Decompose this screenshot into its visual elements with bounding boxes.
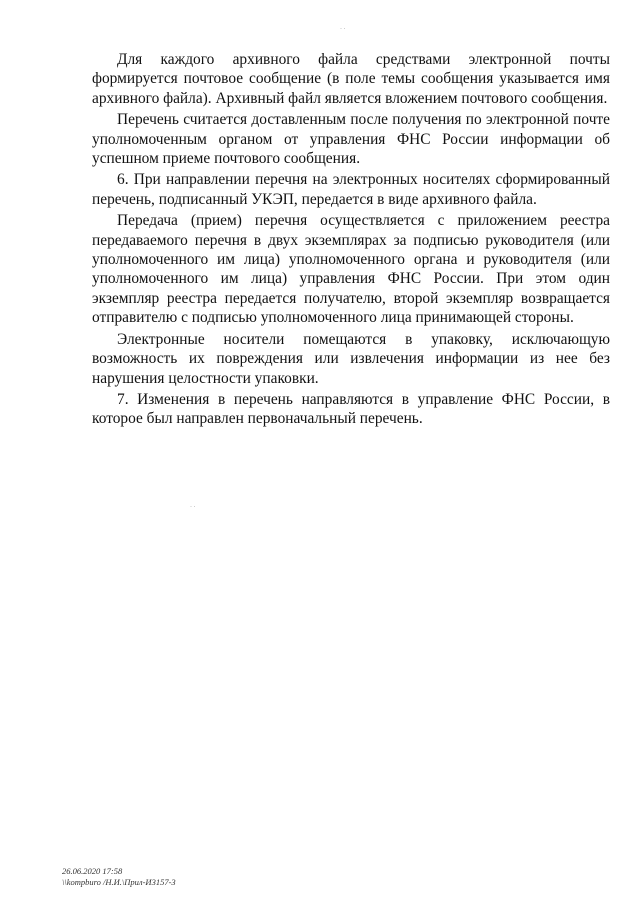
paragraph-archive-email: Для каждого архивного файла средствами электронной почты формируется почтовое сообщение (в поле темы сообщения указывается имя архивного файла). Архивный файл является вложением почтового сообщения.: [92, 51, 610, 107]
footer-file-reference: \\kompburo /Н.И.\Прил-И3157-3: [62, 877, 176, 887]
paragraph-packaging: Электронные носители помещаются в упаковку, исключающую возможность их повреждения или извлечения информации из нее без нарушения целостности упаковки.: [92, 330, 610, 387]
paragraph-item-7: 7. Изменения в перечень направляются в управление ФНС России, в которое был направлен первоначальный перечень.: [92, 390, 610, 428]
footer-timestamp: 26.06.2020 17:58: [62, 866, 123, 876]
scan-speck: · ·: [340, 26, 346, 32]
paragraph-delivery-confirmation: Перечень считается доставленным после получения по электронной почте уполномоченным органом от управления ФНС России информации об успешном приеме почтового сообщения.: [92, 111, 610, 168]
scan-speck: · ·: [190, 504, 196, 510]
document-footer: [62, 866, 176, 888]
document-body: [92, 50, 610, 431]
paragraph-item-6: 6. При направлении перечня на электронных носителях сформированный перечень, подписанный УКЭП, передается в виде архивного файла.: [92, 171, 610, 208]
paragraph-transfer-registry: Передача (прием) перечня осуществляется с приложением реестра передаваемого перечня в двух экземплярах за подписью руководителя (или уполномоченного им лица) уполномоченного органа и руководителя (или уполномоченного им лица) управления ФНС России. При этом один экземпляр реестра передается получателю, второй экземпляр возвращается отправителю с подписью уполномоченного лица принимающей стороны.: [92, 212, 610, 327]
